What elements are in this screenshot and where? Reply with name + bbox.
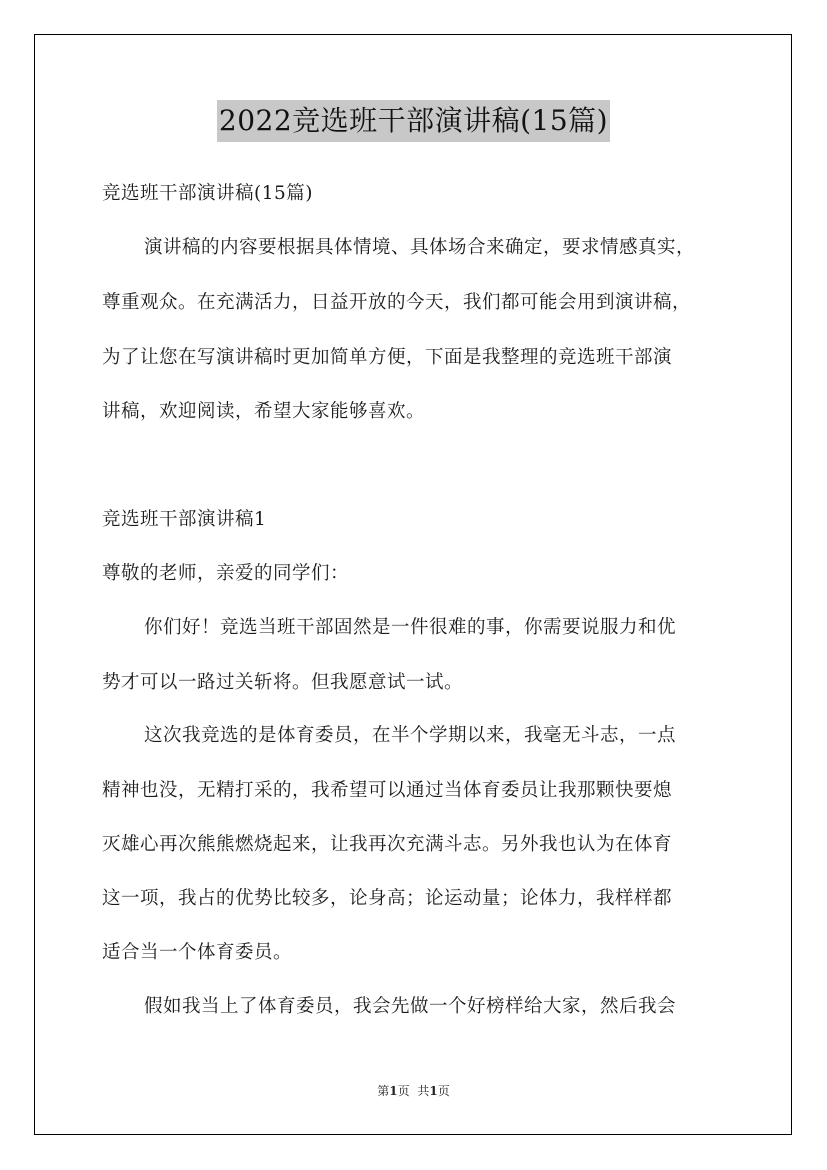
- paragraph-line: 势才可以一路过关斩将。但我愿意试一试。: [102, 672, 464, 693]
- footer-page-unit: 页: [397, 1084, 410, 1098]
- paragraph-line: 灭雄心再次熊熊燃烧起来，让我再次充满斗志。另外我也认为在体育: [102, 834, 673, 855]
- section-heading: 竞选班干部演讲稿1: [102, 509, 267, 530]
- intro-line: 演讲稿的内容要根据具体情境、具体场合来确定，要求情感真实，: [144, 237, 696, 258]
- footer-total-unit: 页: [437, 1084, 450, 1098]
- paragraph-line: 假如我当上了体育委员，我会先做一个好榜样给大家，然后我会: [144, 996, 677, 1017]
- paragraph-line: 这次我竞选的是体育委员，在半个学期以来，我毫无斗志，一点: [144, 725, 677, 746]
- intro-line: 尊重观众。在充满活力，日益开放的今天，我们都可能会用到演讲稿，: [102, 292, 692, 313]
- footer-total-pages: 1: [429, 1084, 438, 1098]
- subtitle: 竞选班干部演讲稿(15篇): [102, 183, 313, 204]
- paragraph-line: 你们好！竞选当班干部固然是一件很难的事，你需要说服力和优: [144, 617, 677, 638]
- footer-page-prefix: 第: [377, 1084, 390, 1098]
- page-footer: [0, 1083, 827, 1099]
- document-title: 2022竞选班干部演讲稿(15篇): [217, 100, 610, 142]
- intro-line: 为了让您在写演讲稿时更加简单方便，下面是我整理的竞选班干部演: [102, 347, 673, 368]
- salutation: 尊敬的老师，亲爱的同学们：: [102, 563, 350, 584]
- paragraph-line: 精神也没，无精打采的，我希望可以通过当体育委员让我那颗快要熄: [102, 780, 673, 801]
- paragraph-line: 这一项，我占的优势比较多，论身高；论运动量；论体力，我样样都: [102, 888, 673, 909]
- footer-page-number: 1: [389, 1084, 398, 1098]
- intro-line: 讲稿，欢迎阅读，希望大家能够喜欢。: [102, 401, 426, 422]
- footer-total-prefix: 共: [417, 1084, 430, 1098]
- title-container: [0, 100, 827, 142]
- paragraph-line: 适合当一个体育委员。: [102, 942, 293, 963]
